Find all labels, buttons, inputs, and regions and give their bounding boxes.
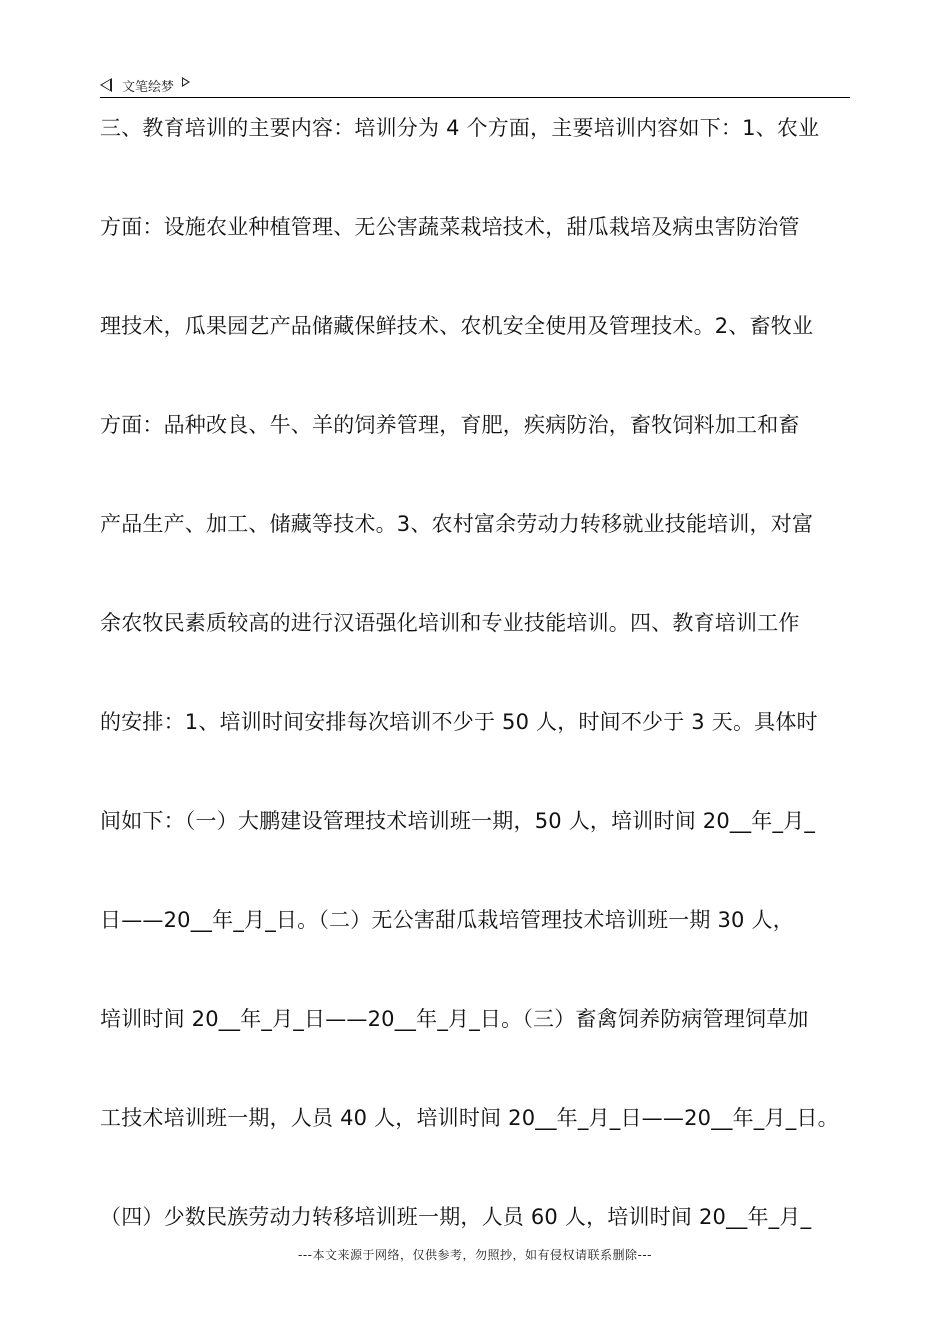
header-divider bbox=[100, 97, 850, 98]
text-line: 方面：设施农业种植管理、无公害蔬菜栽培技术，甜瓜栽培及病虫害防治管 bbox=[100, 215, 800, 239]
page-header bbox=[100, 72, 850, 98]
text-line: 产品生产、加工、储藏等技术。3、农村富余劳动力转移就业技能培训，对富 bbox=[100, 512, 814, 536]
text-line: 余农牧民素质较高的进行汉语强化培训和专业技能培训。四、教育培训工作 bbox=[100, 611, 800, 635]
header-title: 文笔绘梦 bbox=[122, 79, 175, 95]
arrow-right-icon bbox=[182, 77, 190, 87]
text-line: 间如下：（一）大鹏建设管理技术培训班一期，50 人，培训时间 20__年_月_ bbox=[100, 809, 816, 833]
text-line: 方面：品种改良、牛、羊的饲养管理，育肥，疾病防治，畜牧饲料加工和畜 bbox=[100, 413, 800, 437]
text-line: 理技术，瓜果园艺产品储藏保鲜技术、农机安全使用及管理技术。2、畜牧业 bbox=[100, 314, 814, 338]
text-line: 培训时间 20__年_月_日——20__年_月_日。（三）畜禽饲养防病管理饲草加 bbox=[100, 1007, 809, 1031]
text-line: 日——20__年_月_日。（二）无公害甜瓜栽培管理技术培训班一期 30 人， bbox=[100, 908, 794, 932]
text-line: （四）少数民族劳动力转移培训班一期，人员 60 人，培训时间 20__年_月_ bbox=[100, 1205, 812, 1229]
text-line: 的安排：1、培训时间安排每次培训不少于 50 人，时间不少于 3 天。具体时 bbox=[100, 710, 818, 734]
page-footer: ---本文来源于网络，仅供参考，勿照抄，如有侵权请联系删除--- bbox=[298, 1248, 652, 1262]
arrow-left-icon bbox=[100, 78, 112, 92]
text-line: 三、教育培训的主要内容：培训分为 4 个方面，主要培训内容如下：1、农业 bbox=[100, 116, 820, 140]
text-line: 工技术培训班一期，人员 40 人，培训时间 20__年_月_日——20__年_月_日。 bbox=[100, 1106, 839, 1130]
document-body bbox=[100, 110, 860, 1298]
